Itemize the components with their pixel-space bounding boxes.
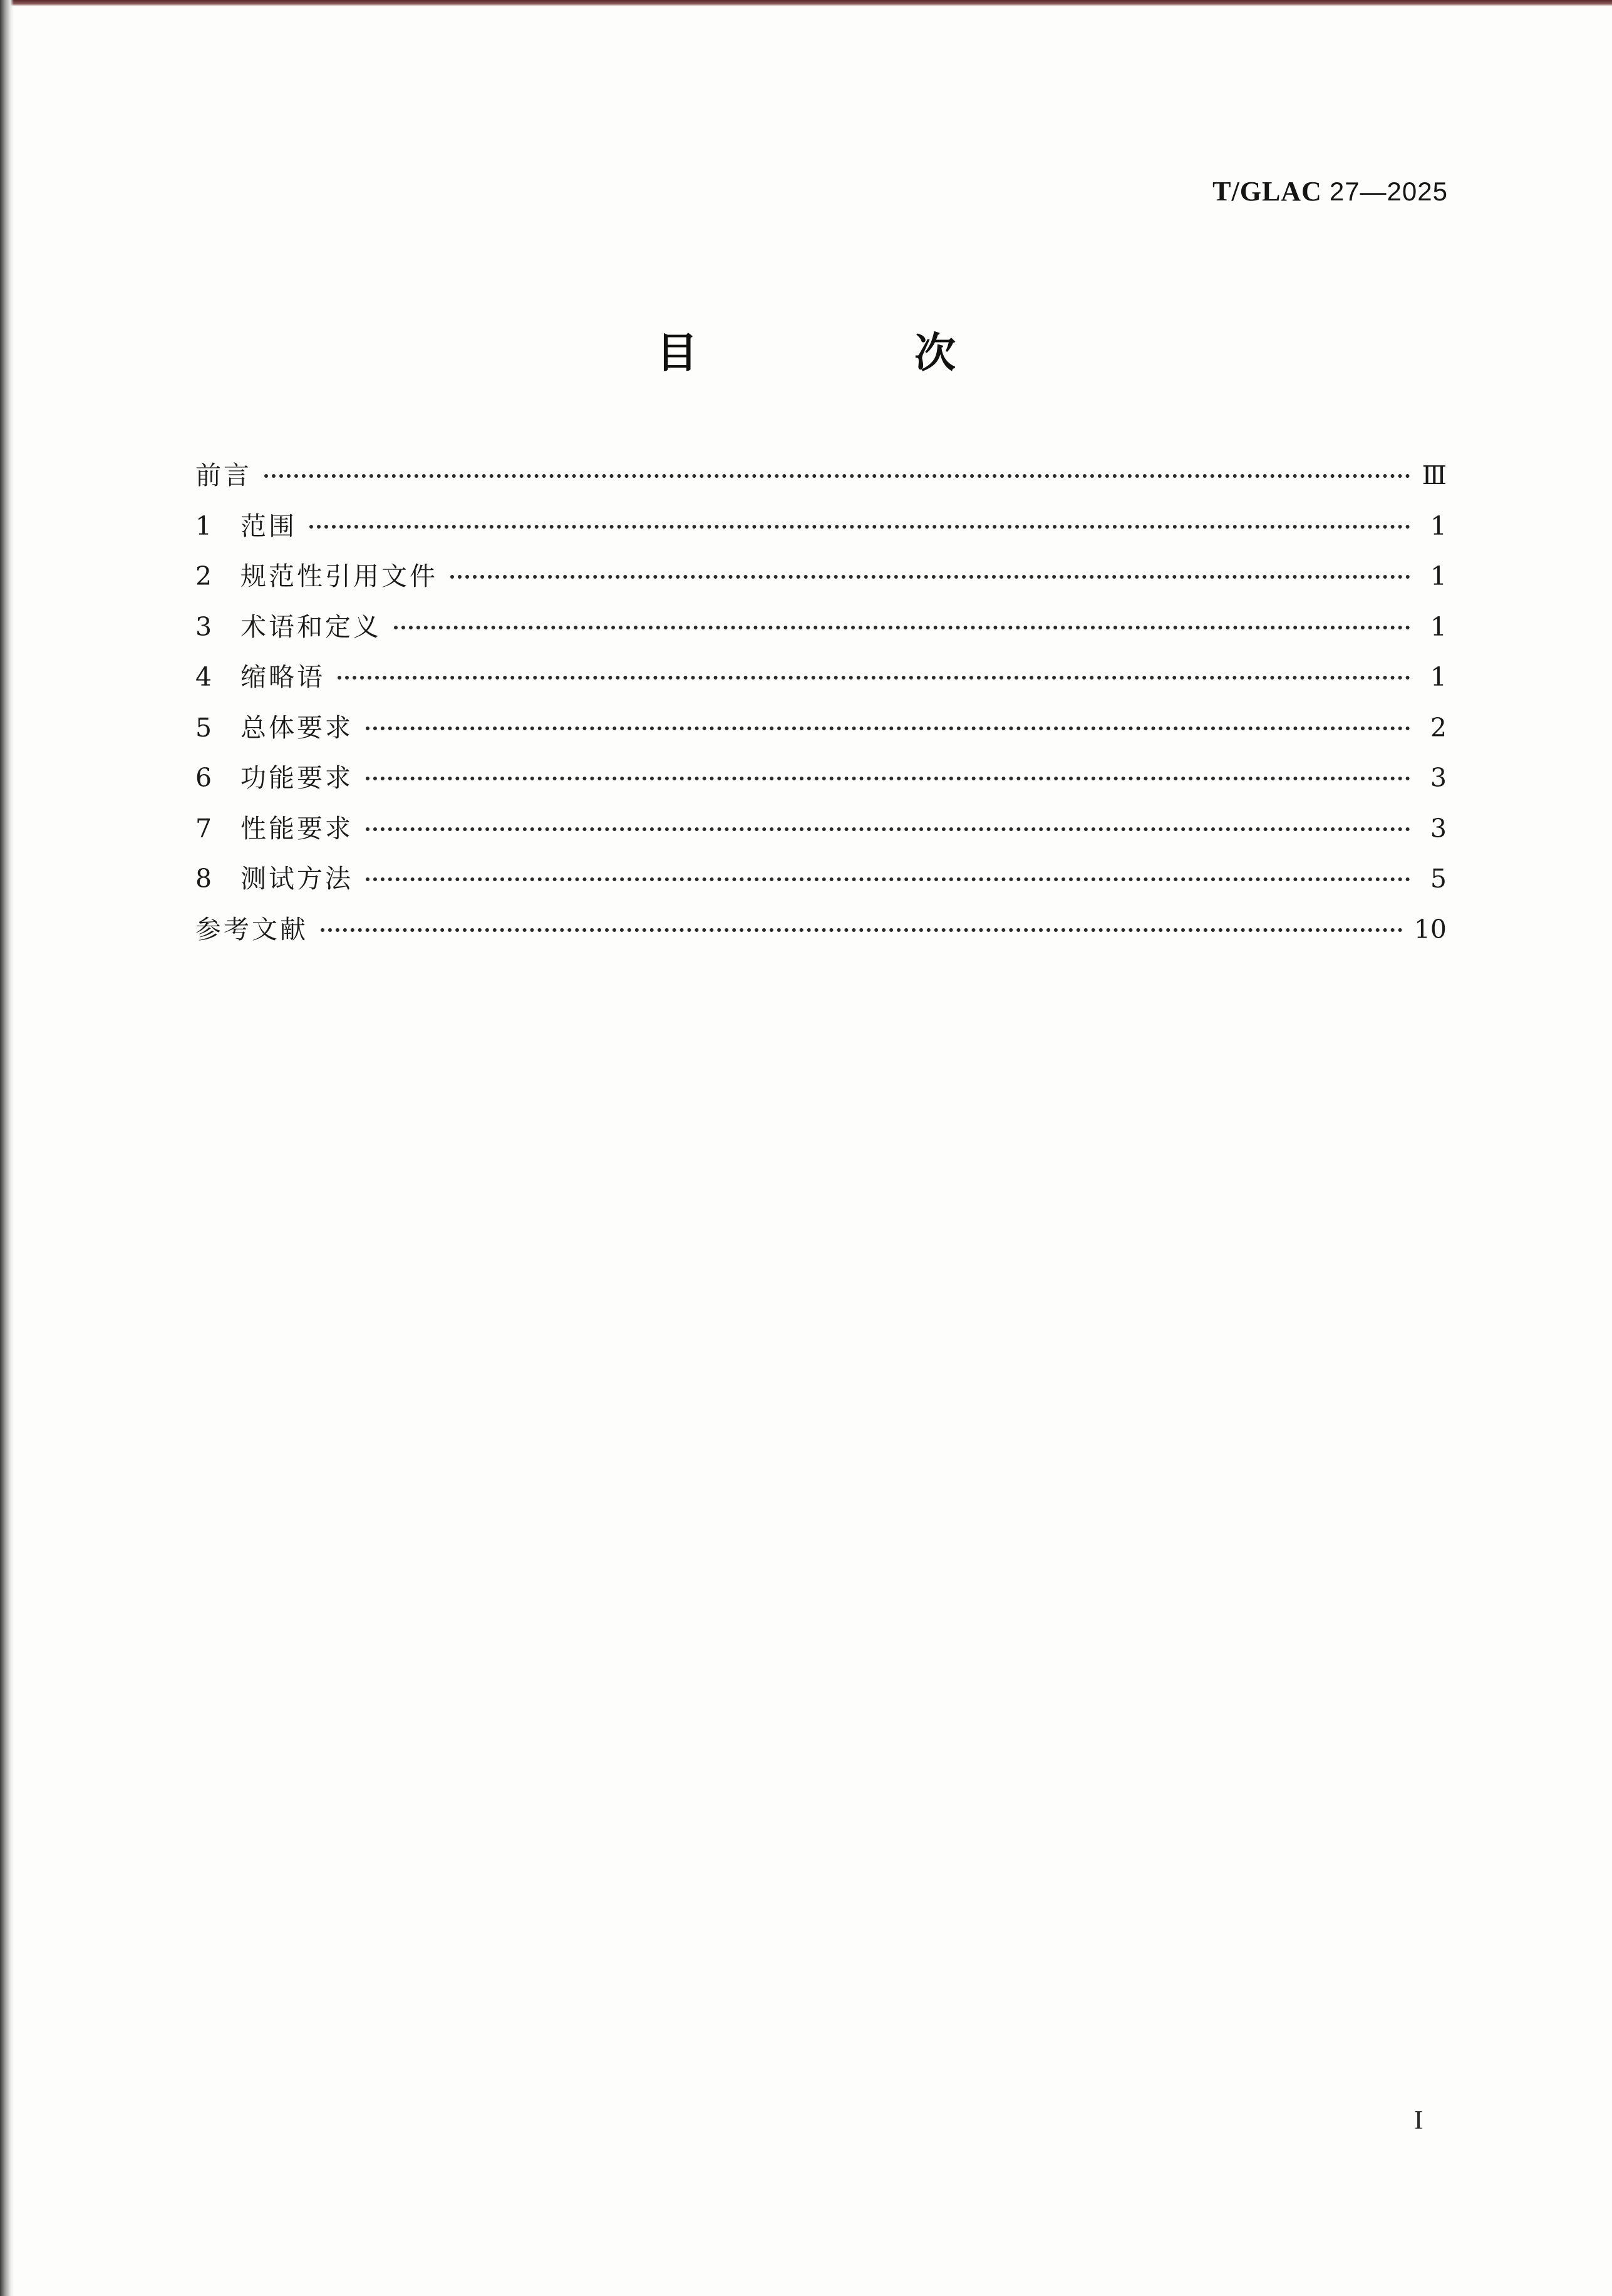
toc-entry-number: 4 [195,662,212,692]
toc-entry-number: 6 [195,763,212,793]
toc-entry-5[interactable] [195,707,1447,758]
toc-entry-label: 前言 [195,460,252,490]
toc-entry-number: 2 [195,561,212,591]
toc-entry-page: Ⅲ [1422,460,1447,490]
toc-leader-dots [321,928,1403,932]
toc-entry-foreword[interactable] [195,455,1447,505]
page-number: I [1414,2106,1423,2135]
toc-entry-page: 1 [1430,611,1447,642]
toc-entry-label: 参考文献 [195,914,308,944]
toc-leader-dots [394,626,1410,629]
toc-leader-dots [366,877,1410,881]
toc-entry-6[interactable] [195,757,1447,808]
toc-entry-page: 1 [1430,561,1447,591]
toc-entry-number: 5 [195,712,212,743]
toc-entry-page: 1 [1430,662,1447,692]
toc-entry-8[interactable] [195,858,1447,909]
toc-entry-number: 3 [195,611,212,642]
toc-entry-3[interactable] [195,606,1447,657]
toc-leader-dots [264,474,1410,478]
toc-entry-2[interactable] [195,556,1447,606]
toc-entry-1[interactable] [195,505,1447,556]
toc-entry-number: 1 [195,510,212,541]
document-code [1212,175,1448,207]
scan-edge-top [0,0,1612,6]
toc-leader-dots [450,575,1410,579]
toc-entry-number: 8 [195,864,212,894]
toc-entry-page: 5 [1430,864,1447,894]
toc-entry-page: 2 [1430,712,1447,743]
toc-entry-label: 缩略语 [240,662,325,692]
toc-entry-label: 术语和定义 [240,611,381,642]
toc-entry-4[interactable] [195,656,1447,707]
toc-leader-dots [366,727,1410,730]
toc-entry-page: 3 [1430,813,1447,844]
toc-entry-label: 规范性引用文件 [240,561,438,591]
toc-entry-label: 范围 [240,510,297,541]
toc-entry-references[interactable] [195,909,1447,959]
toc-entry-label: 功能要求 [240,763,353,793]
toc-entry-label: 总体要求 [240,712,353,743]
toc-entry-page: 3 [1430,763,1447,793]
table-of-contents [195,455,1447,959]
toc-leader-dots [338,676,1410,680]
page-title: 目 次 [656,329,1043,377]
toc-entry-label: 性能要求 [240,813,353,844]
document-code-prefix: T/GLAC [1212,176,1322,207]
toc-entry-7[interactable] [195,808,1447,859]
toc-leader-dots [366,827,1410,831]
toc-entry-number: 7 [195,813,212,844]
toc-leader-dots [366,777,1410,780]
document-code-number: 27—2025 [1329,177,1448,206]
toc-entry-page: 10 [1413,914,1447,944]
toc-entry-label: 测试方法 [240,864,353,894]
toc-leader-dots [309,525,1410,529]
toc-entry-page: 1 [1430,510,1447,541]
